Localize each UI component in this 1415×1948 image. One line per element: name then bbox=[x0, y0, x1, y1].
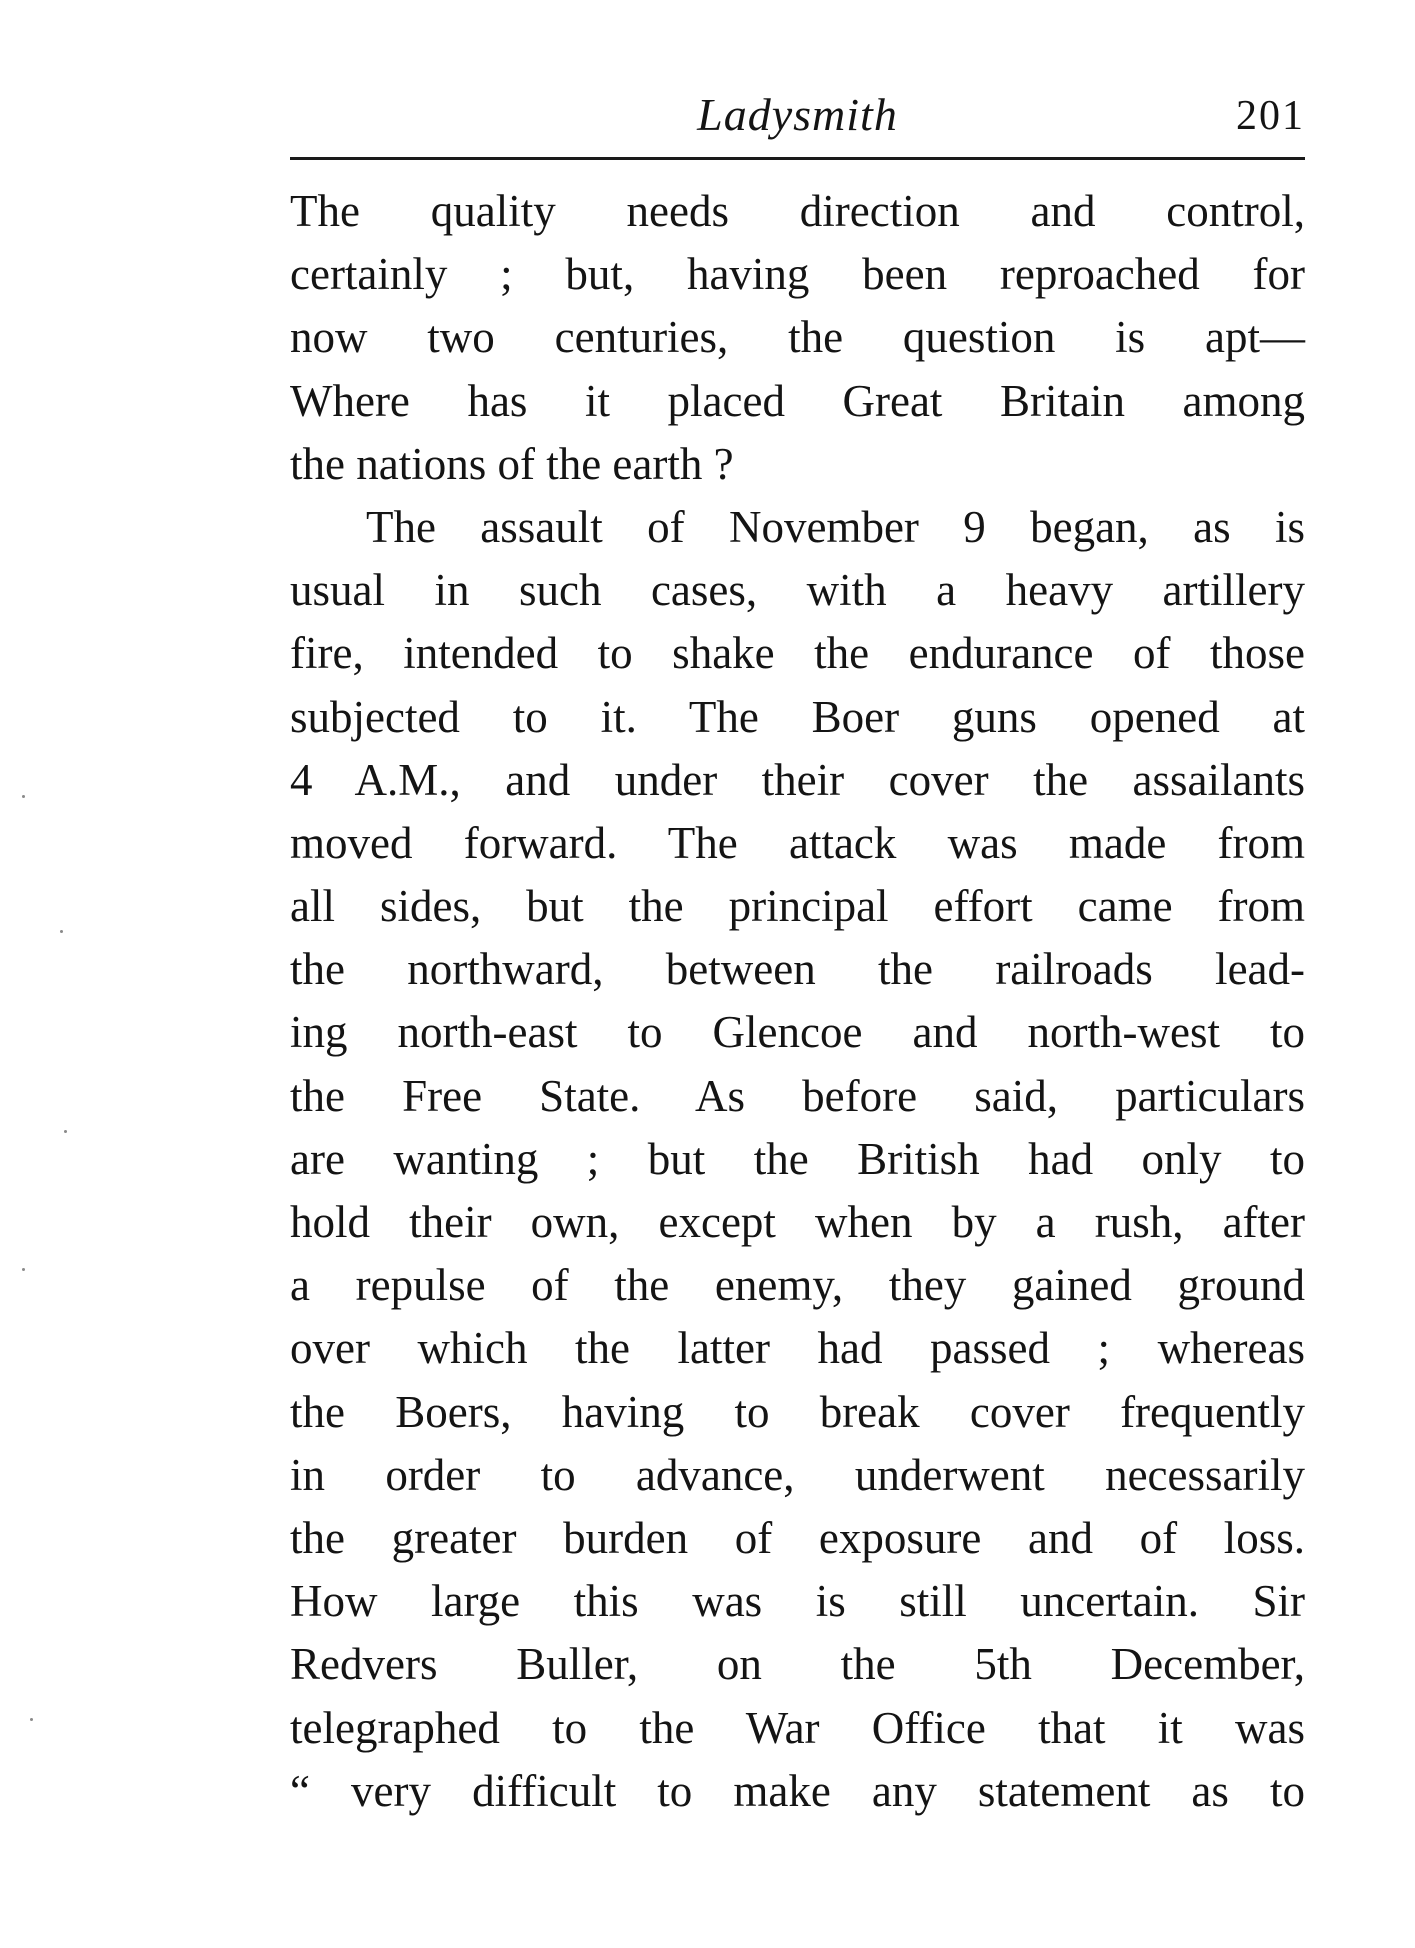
text-line: telegraphed to the War Office that it was bbox=[290, 1702, 1305, 1753]
scan-speck bbox=[30, 1718, 33, 1721]
text-line: certainly ; but, having been reproached for bbox=[290, 249, 1305, 300]
text-line: over which the latter had passed ; whereas bbox=[290, 1323, 1305, 1374]
text-line: the greater burden of exposure and of loss. bbox=[290, 1512, 1305, 1563]
text-line: hold their own, except when by a rush, after bbox=[290, 1197, 1305, 1247]
text-line: the Boers, having to break cover frequently bbox=[290, 1386, 1305, 1437]
text-line: ing north-east to Glencoe and north-west to bbox=[290, 1007, 1305, 1058]
scan-speck bbox=[64, 1130, 67, 1133]
text-line: usual in such cases, with a heavy artillery bbox=[290, 565, 1305, 616]
text-line: Where has it placed Great Britain among bbox=[290, 375, 1305, 426]
text-line: Redvers Buller, on the 5th December, bbox=[290, 1639, 1305, 1690]
text-line: all sides, but the principal effort came from bbox=[290, 881, 1305, 932]
scan-speck bbox=[22, 795, 25, 798]
text-line: the northward, between the railroads lead- bbox=[290, 944, 1305, 995]
body-text bbox=[290, 180, 1305, 1823]
text-line: subjected to it. The Boer guns opened at bbox=[290, 691, 1305, 742]
header-rule bbox=[290, 157, 1305, 160]
text-line: “ very difficult to make any statement as to bbox=[290, 1765, 1305, 1816]
text-line: The quality needs direction and control, bbox=[290, 186, 1305, 236]
text-line: now two centuries, the question is apt— bbox=[290, 312, 1305, 363]
page-number: 201 bbox=[1236, 93, 1305, 139]
scan-speck bbox=[22, 1268, 25, 1271]
scan-speck bbox=[60, 930, 63, 933]
text-line: How large this was is still uncertain. Sir bbox=[290, 1576, 1305, 1627]
text-line: in order to advance, underwent necessarily bbox=[290, 1449, 1305, 1500]
text-line: moved forward. The attack was made from bbox=[290, 817, 1305, 868]
text-line: a repulse of the enemy, they gained ground bbox=[290, 1260, 1305, 1311]
text-line: are wanting ; but the British had only to bbox=[290, 1133, 1305, 1184]
running-head bbox=[290, 82, 1305, 152]
text-line: 4 A.M., and under their cover the assailants bbox=[290, 754, 1305, 805]
text-line: the nations of the earth ? bbox=[290, 438, 734, 489]
running-title: Ladysmith bbox=[697, 89, 898, 140]
text-line: fire, intended to shake the endurance of those bbox=[290, 628, 1305, 679]
text-line: The assault of November 9 began, as is bbox=[366, 501, 1305, 552]
text-line: the Free State. As before said, particulars bbox=[290, 1070, 1305, 1121]
